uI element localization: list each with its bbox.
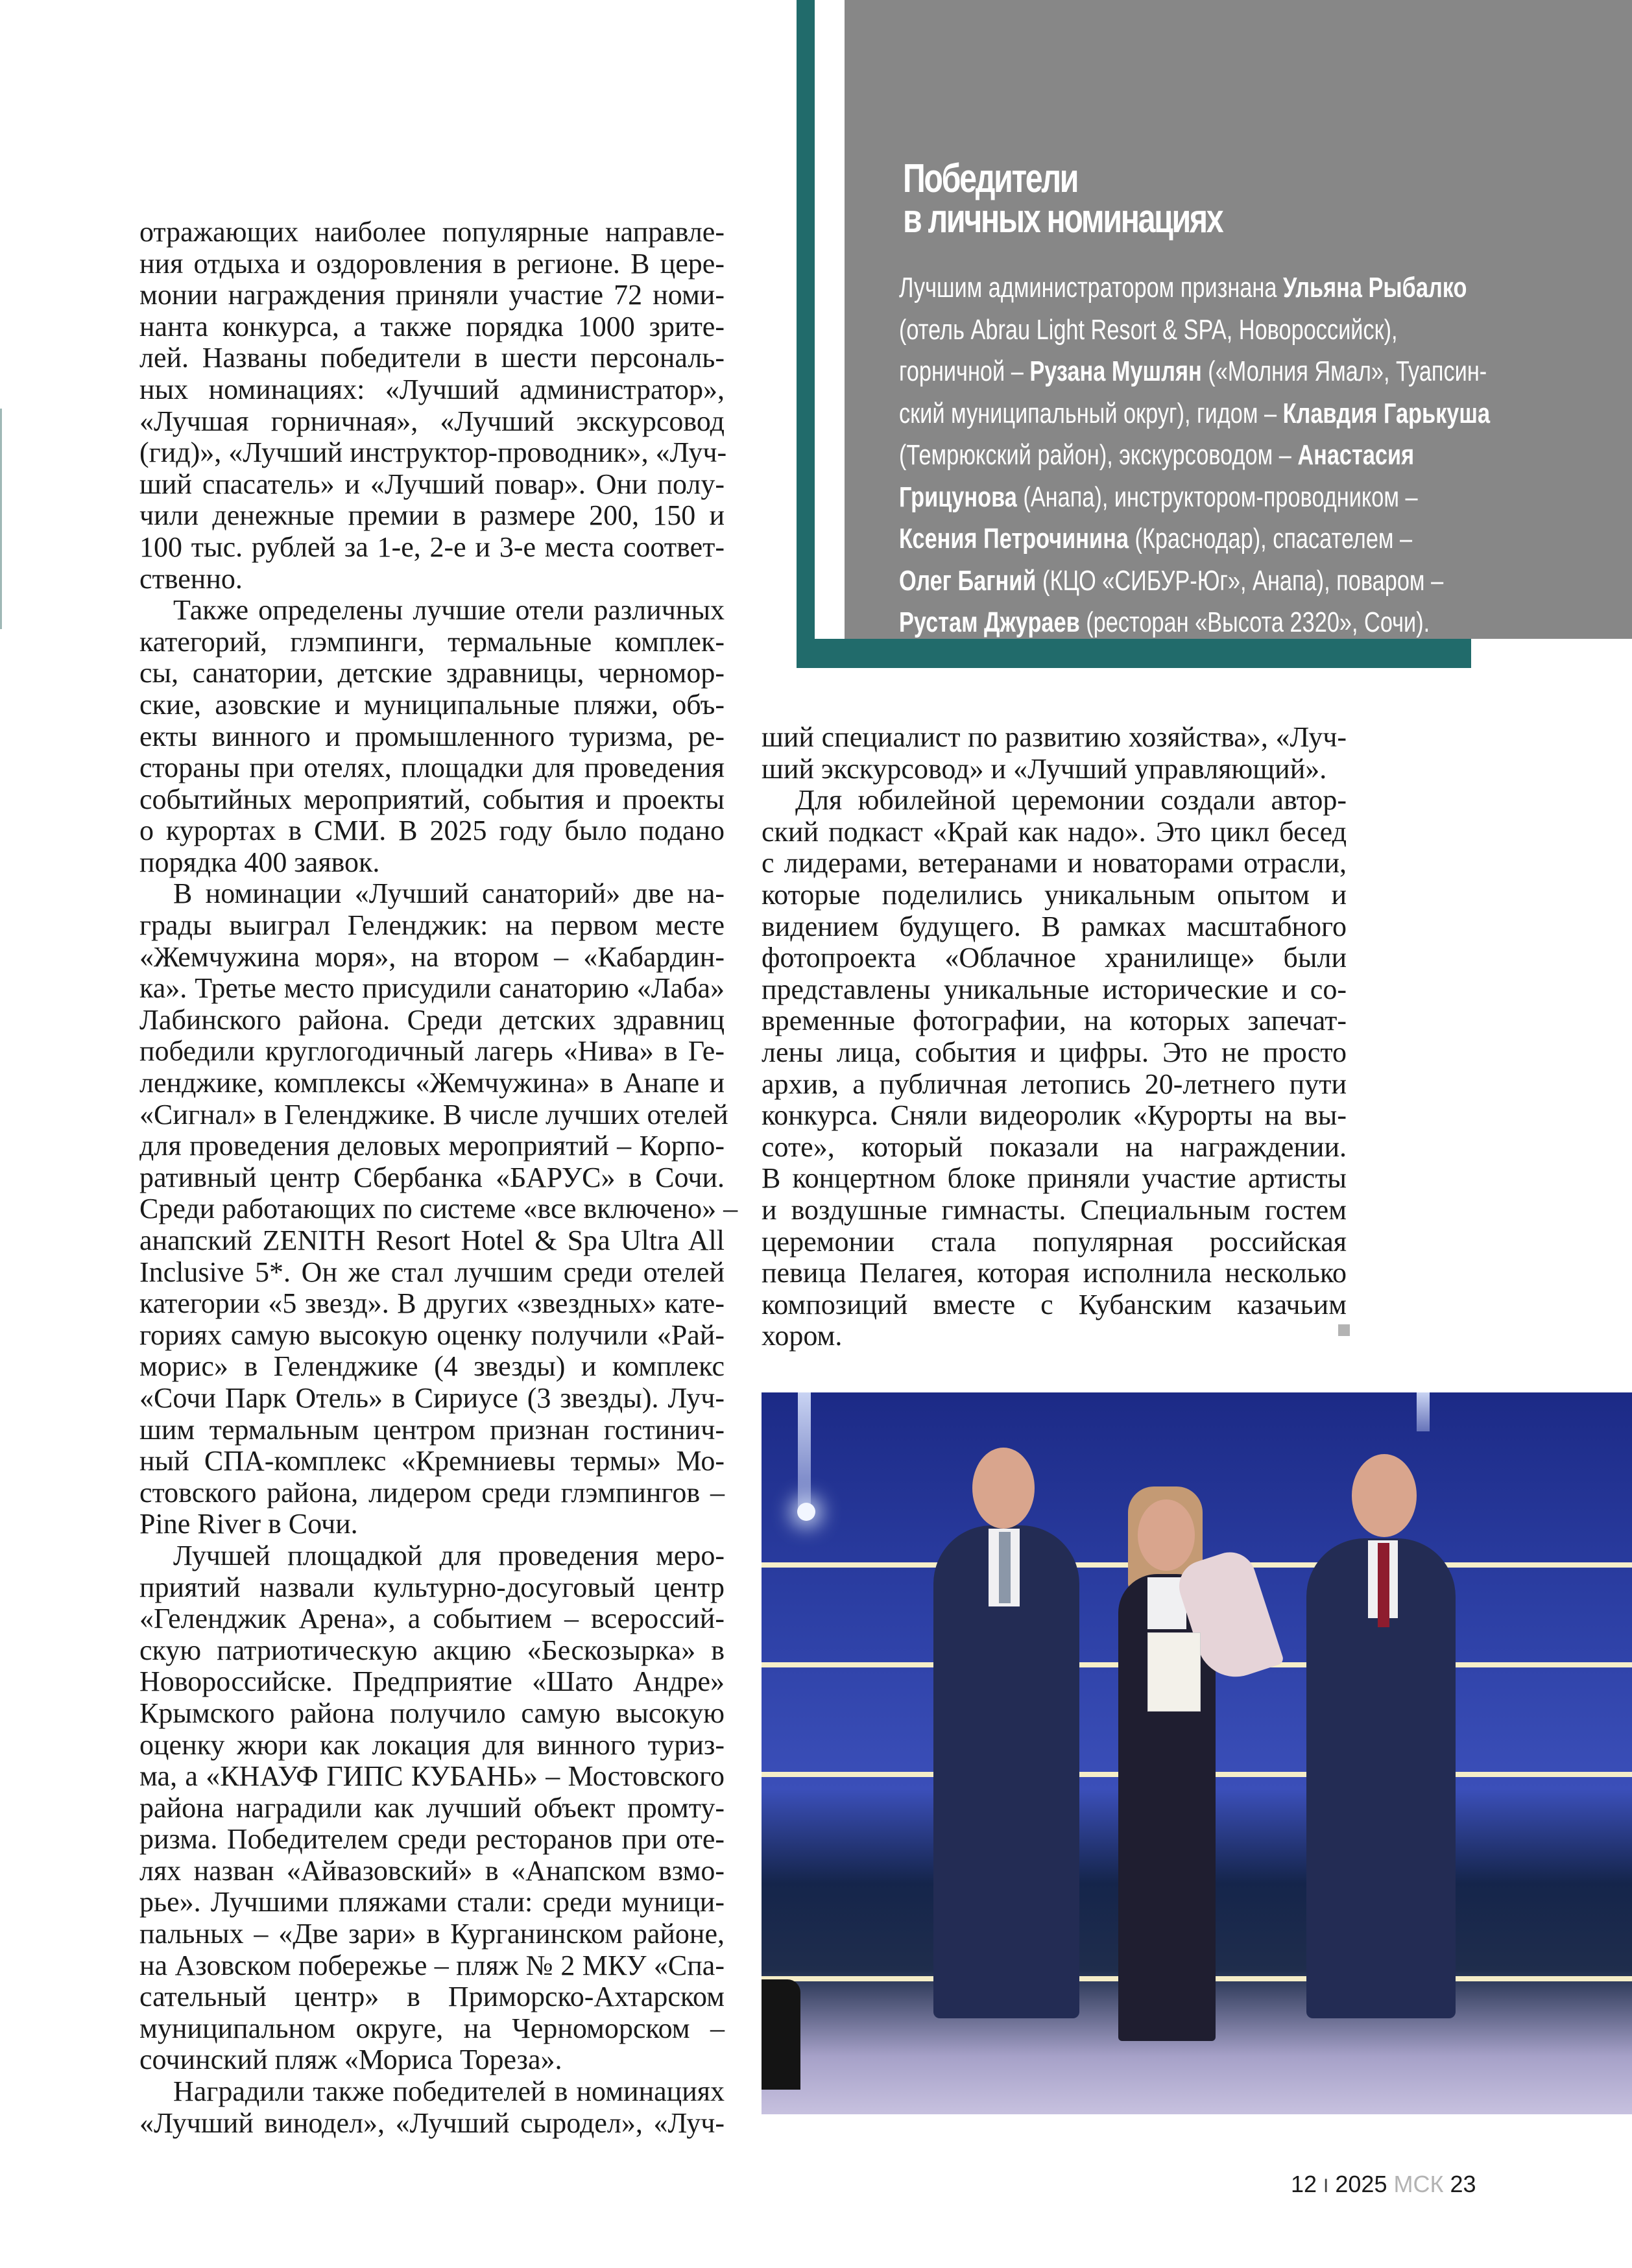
article-line: монии награждения приняли участие 72 номи- (139, 279, 725, 311)
article-line: Лабинского района. Среди детских здравниц (139, 1003, 725, 1036)
article-line: событийных мероприятий, события и проекты (139, 783, 725, 815)
article-line: ка». Третье место присудили санаторию «Лаба» (139, 972, 725, 1005)
article-line: В концертном блоке приняли участие артисты (762, 1162, 1347, 1195)
winner-name: Клавдия Гарькуша (1282, 397, 1491, 429)
article-line: на Азовском побережье – пляж № 2 МКУ «Спа- (139, 1949, 725, 1981)
tie (999, 1532, 1011, 1603)
sidebar-line (899, 518, 1537, 560)
sidebar-text: («Молния Ямал», Туапсин- (1201, 355, 1487, 387)
stage-speaker (762, 1979, 800, 2090)
sidebar-text: горничной – (899, 355, 1030, 387)
ceremony-photo (762, 1392, 1632, 2114)
article-line: анапский ZENITH Resort Hotel & Spa Ultra All (139, 1224, 725, 1256)
article-line: категорий, глэмпинги, термальные комплек- (139, 625, 725, 658)
article-line: пальных – «Две зари» в Курганинском районе, (139, 1918, 725, 1950)
article-line: лены лица, события и цифры. Это не просто (762, 1036, 1347, 1068)
article-line: ший спасатель» и «Лучший повар». Они полу- (139, 468, 725, 500)
sidebar-line (899, 602, 1537, 644)
sidebar-text: (ресторан «Высота 2320», Сочи). (1079, 606, 1430, 638)
sidebar-text: ский муниципальный округ), гидом – (899, 397, 1283, 429)
winner-name: Рустам Джураев (899, 606, 1080, 638)
sidebar-line (899, 267, 1537, 309)
article-line: Среди работающих по системе «все включено» – (139, 1193, 738, 1225)
sidebar-text: (Темрюкский район), экскурсоводом – (899, 439, 1298, 471)
article-line: Новороссийске. Предприятие «Шато Андре» (139, 1665, 725, 1698)
article-line: Крымского района получило самую высокую (139, 1697, 725, 1729)
article-line: ший специалист по развитию хозяйства», «Луч- (762, 721, 1347, 753)
article-line: ственно. (139, 562, 243, 595)
article-line: ративный центр Сбербанка «БАРУС» в Сочи. (139, 1161, 725, 1193)
article-line: 100 тыс. рублей за 1-е, 2-е и 3-е места соответ- (139, 531, 725, 563)
article-line: муниципальном округе, на Черноморском – (139, 2012, 725, 2044)
article-line: нанта конкурса, а также порядка 1000 зрите- (139, 310, 725, 342)
sidebar-text: Лучшим администратором признана (899, 272, 1284, 304)
article-line: приятий назвали культурно-досуговый центр (139, 1571, 725, 1603)
winner-name: Рузана Мушлян (1029, 355, 1202, 387)
article-line: ские, азовские и муниципальные пляжи, объ- (139, 688, 725, 721)
footer-separator: I (1323, 2175, 1329, 2197)
magazine-brand: МСК (1393, 2171, 1444, 2197)
article-line: «Лучший винодел», «Лучший сыродел», «Луч- (139, 2107, 725, 2139)
article-line: «Геленджик Арена», а событием – всероссий- (139, 1603, 725, 1635)
article-line: и воздушные гимнасты. Специальным гостем (762, 1193, 1347, 1226)
article-line: грады выиграл Геленджик: на первом месте (139, 909, 725, 942)
article-line: представлены уникальные исторические и со- (762, 973, 1347, 1005)
winner-name: Грицунова (899, 481, 1017, 513)
sidebar-text: (Краснодар), спасателем – (1128, 523, 1413, 555)
article-line: Наградили также победителей в номинациях (173, 2075, 725, 2108)
article-line: порядка 400 заявок. (139, 846, 380, 878)
article-line: морис» в Геленджике (4 звезды) и комплекс (139, 1350, 725, 1383)
article-line: ный СПА-комплекс «Кремниевы термы» Мо- (139, 1445, 725, 1477)
winner-name: Ульяна Рыбалко (1283, 272, 1467, 304)
sidebar-text: (отель Abrau Light Resort & SPA, Новороссийск), (899, 313, 1398, 346)
article-line: которые поделились уникальным опытом и (762, 878, 1347, 911)
article-line: «Жемчужина моря», на втором – «Кабардин- (139, 940, 725, 973)
sidebar-text: (Анапа), инструктором-проводником – (1016, 481, 1418, 513)
article-line: ский подкаст «Край как надо». Это цикл бесед (762, 815, 1347, 848)
sidebar-line (899, 309, 1537, 352)
article-line: сы, санатории, детские здравницы, черномор- (139, 657, 725, 689)
article-line: Для юбилейной церемонии создали автор- (795, 784, 1347, 817)
article-line: для проведения деловых мероприятий – Корпо- (139, 1130, 725, 1162)
article-line: соте», который показали на награждении. (762, 1130, 1347, 1163)
article-line: рье». Лучшими пляжами стали: среди муници- (139, 1886, 725, 1918)
stage-spotlight (797, 1503, 815, 1521)
stage-light-beam (798, 1392, 811, 1509)
article-line: победили круглогодичный лагерь «Нива» в Ге- (139, 1035, 725, 1068)
article-column-right (762, 722, 1347, 1352)
article-line: екты винного и промышленного туризма, ре- (139, 720, 725, 752)
sidebar-line (899, 560, 1537, 603)
article-line: ший экскурсовод» и «Лучший управляющий». (762, 752, 1327, 785)
issue-number: 12 (1291, 2171, 1317, 2197)
sidebar-title-line: в личных номинациях (903, 197, 1223, 241)
tie (1378, 1543, 1389, 1627)
article-line: (гид)», «Лучший инструктор-проводник», «Луч- (139, 436, 727, 469)
sidebar-line (899, 351, 1537, 393)
article-line: конкурса. Сняли видеоролик «Курорты на вы- (762, 1099, 1347, 1132)
article-line: лей. Названы победители в шести персональ- (139, 342, 725, 374)
issue-year: 2025 (1335, 2171, 1387, 2197)
sidebar-line (899, 435, 1537, 477)
sidebar-winners-text (899, 267, 1537, 644)
head (972, 1448, 1035, 1529)
article-line: шим термальным центром признан гостинич- (139, 1413, 725, 1446)
article-line: отражающих наиболее популярные направле- (139, 216, 725, 248)
article-line: Pine River в Сочи. (139, 1508, 358, 1540)
sidebar-title-line: Победители (903, 156, 1078, 201)
article-line: фотопроекта «Облачное хранилище» были (762, 942, 1347, 974)
head (1138, 1499, 1195, 1571)
article-line: скую патриотическую акцию «Бескозырка» в (139, 1634, 725, 1666)
end-of-article-mark (1338, 1324, 1350, 1336)
article-line: категории «5 звезд». В других «звездных» кате- (139, 1287, 725, 1320)
article-line: стовского района, лидером среди глэмпингов – (139, 1476, 725, 1509)
article-line: «Сигнал» в Геленджике. В числе лучших отелей (139, 1098, 728, 1130)
article-line: с лидерами, ветеранами и новаторами отрасли, (762, 847, 1347, 879)
winner-name: Олег Багний (899, 564, 1037, 597)
sidebar-line (899, 477, 1537, 519)
article-line: сательный центр» в Приморско-Ахтарском (139, 1981, 725, 2013)
article-line: гориях самую высокую оценку получили «Рай- (139, 1319, 725, 1351)
winner-name: Ксения Петрочинина (899, 523, 1129, 555)
article-line: композиций вместе с Кубанским казачьим (762, 1288, 1347, 1320)
article-line: ния отдыха и оздоровления в регионе. В цере- (139, 247, 725, 280)
article-line: временные фотографии, на которых запечат- (762, 1005, 1347, 1037)
left-edge-rule (0, 409, 2, 629)
article-line: Также определены лучшие отели различных (173, 594, 725, 627)
article-line: лях назван «Айвазовский» в «Анапском взмо- (139, 1854, 725, 1887)
article-line: ризма. Победителем среди ресторанов при оте- (139, 1823, 725, 1856)
article-line: «Сочи Парк Отель» в Сириусе (3 звезды). Луч- (139, 1381, 725, 1414)
article-line: певица Пелагея, которая исполнила несколько (762, 1257, 1347, 1289)
sidebar-text: (КЦО «СИБУР-Юг», Анапа), поваром – (1036, 564, 1444, 597)
article-line: архив, а публичная летопись 20-летнего пути (762, 1068, 1347, 1100)
article-column-left (139, 216, 738, 2139)
article-line: стораны при отелях, площадки для проведения (139, 752, 725, 784)
article-line: видением будущего. В рамках масштабного (762, 910, 1347, 942)
article-line: оценку жюри как локация для винного туриз- (139, 1728, 725, 1761)
article-line: В номинации «Лучший санаторий» две на- (173, 877, 725, 910)
article-line: чили денежные премии в размере 200, 150 и (139, 499, 725, 532)
article-line: хором. (762, 1320, 843, 1352)
head (1352, 1454, 1417, 1537)
article-line: ных номинациях: «Лучший администратор», (139, 373, 725, 405)
diploma (1147, 1632, 1201, 1712)
article-line: ма, а «КНАУФ ГИПС КУБАНЬ» – Мостовского (139, 1760, 725, 1793)
article-line: церемонии стала популярная российская (762, 1225, 1347, 1258)
sidebar-title (903, 156, 1409, 241)
article-line: сочинский пляж «Мориса Тореза». (139, 2044, 562, 2076)
page-number: 23 (1450, 2171, 1476, 2197)
winner-name: Анастасия (1297, 439, 1415, 471)
article-line: Inclusive 5*. Он же стал лучшим среди отелей (139, 1256, 725, 1288)
article-line: района наградили как лучший объект промту- (139, 1791, 725, 1824)
sidebar-accent-bar (797, 0, 815, 668)
article-line: о курортах в СМИ. В 2025 году было подано (139, 815, 725, 847)
stage-light-beam (1417, 1392, 1430, 1431)
article-line: ленджике, комплексы «Жемчужина» в Анапе и (139, 1067, 725, 1099)
article-line: «Лучшая горничная», «Лучший экскурсовод (139, 405, 725, 437)
article-line: Лучшей площадкой для проведения меро- (173, 1539, 725, 1571)
sidebar-line (899, 393, 1537, 435)
page-footer (1291, 2171, 1476, 2198)
